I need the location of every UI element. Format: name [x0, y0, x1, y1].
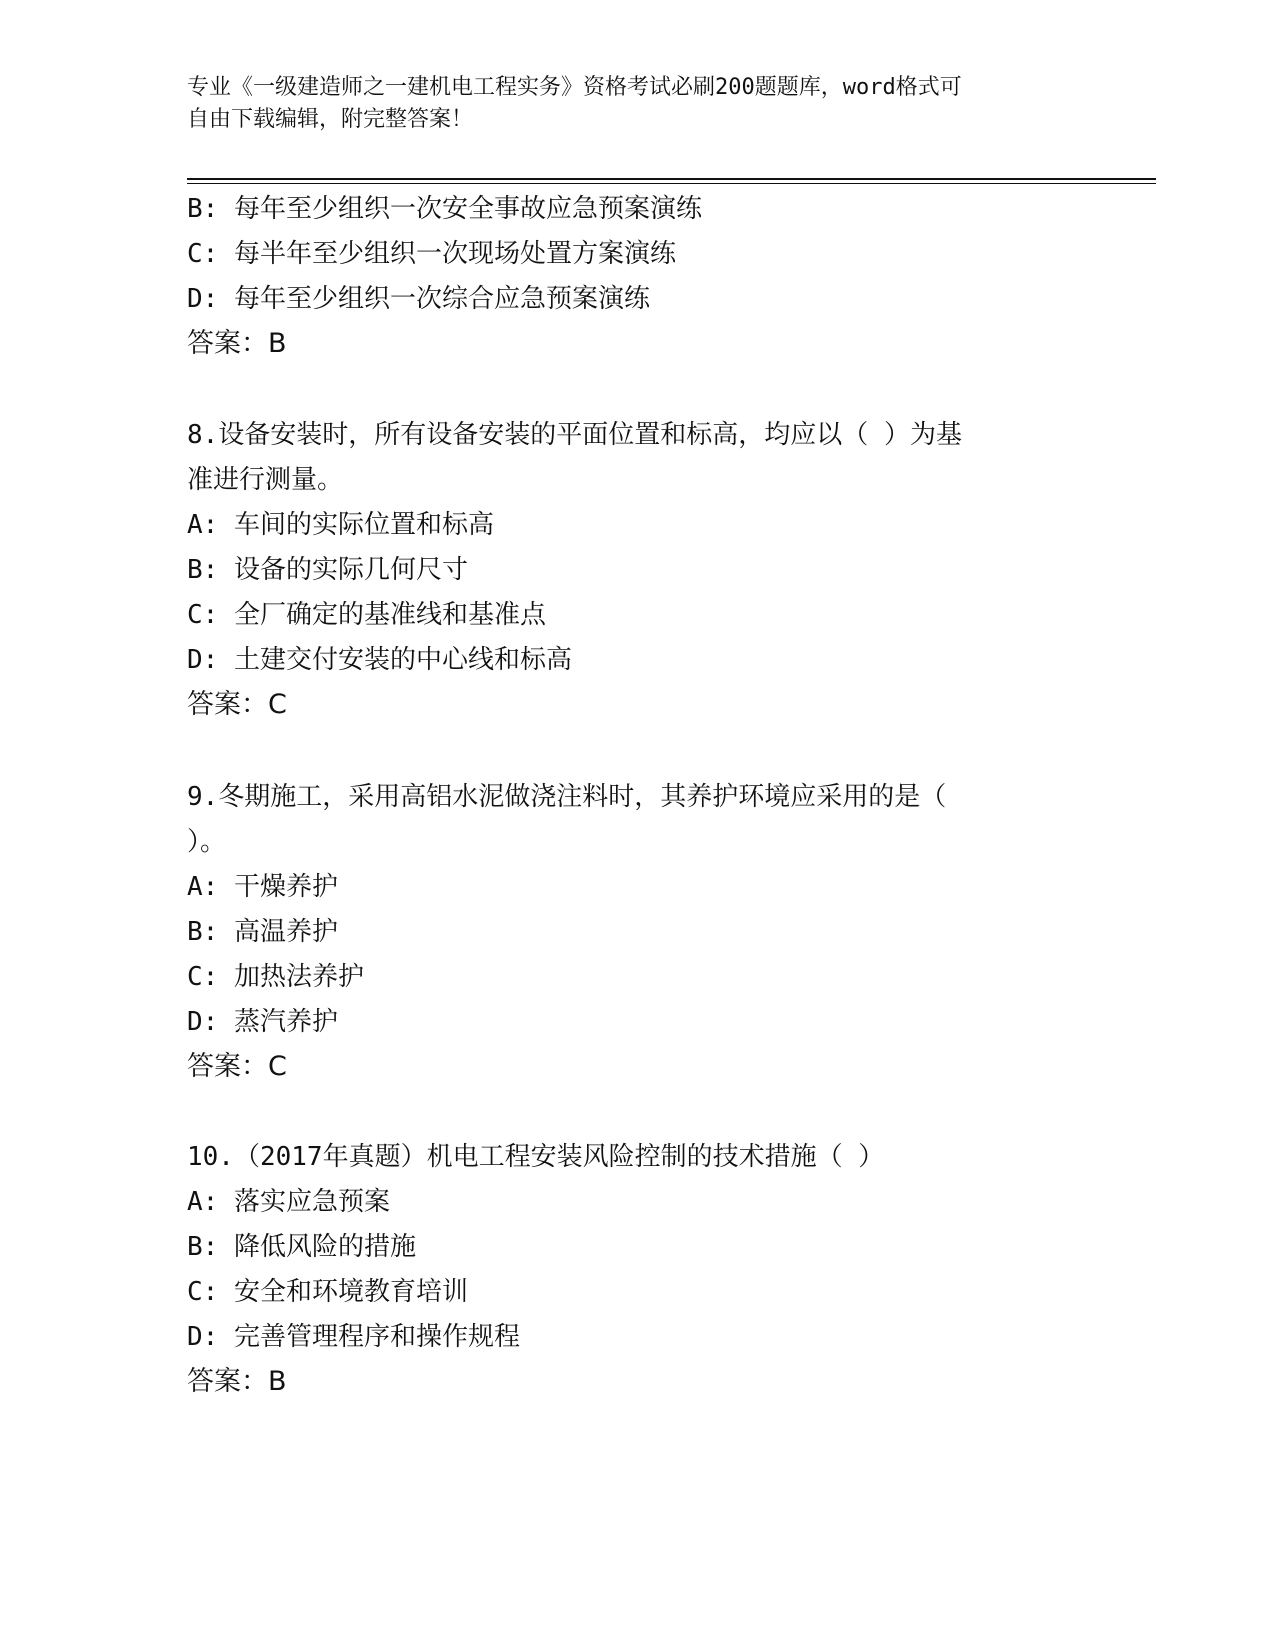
header-title-line-1: 专业《一级建造师之一建机电工程实务》资格考试必刷200题题库，word格式可 [187, 75, 962, 100]
q9-option-d: D: 蒸汽养护 [187, 1007, 338, 1037]
q10-option-c: C: 安全和环境教育培训 [187, 1277, 468, 1307]
header-rule-thick [187, 178, 1156, 180]
q10-option-b: B: 降低风险的措施 [187, 1232, 416, 1262]
q7-answer: 答案：B [187, 328, 287, 359]
q8-option-c: C: 全厂确定的基准线和基准点 [187, 600, 546, 630]
q7-option-c: C: 每半年至少组织一次现场处置方案演练 [187, 239, 676, 269]
q10-option-d: D: 完善管理程序和操作规程 [187, 1322, 520, 1352]
q9-stem-line-2: ）。 [187, 827, 227, 857]
q7-option-d: D: 每年至少组织一次综合应急预案演练 [187, 284, 650, 314]
q8-stem-line-2: 准进行测量。 [187, 465, 344, 495]
header-title-line-2: 自由下载编辑，附完整答案！ [187, 107, 474, 132]
q8-answer: 答案：C [187, 689, 287, 720]
q9-answer: 答案：C [187, 1051, 287, 1082]
q10-answer: 答案：B [187, 1366, 287, 1397]
q7-option-b: B: 每年至少组织一次安全事故应急预案演练 [187, 194, 702, 224]
document-header [187, 72, 1067, 136]
q8-stem-line-1: 8.设备安装时，所有设备安装的平面位置和标高，均应以（ ）为基 [187, 420, 962, 450]
q9-option-a: A: 干燥养护 [187, 872, 338, 902]
q9-option-c: C: 加热法养护 [187, 962, 364, 992]
q10-stem-line-1: 10.（2017年真题）机电工程安装风险控制的技术措施（ ） [187, 1142, 885, 1172]
header-rule-thin [187, 183, 1156, 184]
q8-option-a: A: 车间的实际位置和标高 [187, 510, 494, 540]
q10-option-a: A: 落实应急预案 [187, 1187, 390, 1217]
q9-stem-line-1: 9.冬期施工，采用高铝水泥做浇注料时，其养护环境应采用的是（ [187, 782, 947, 812]
q8-option-b: B: 设备的实际几何尺寸 [187, 555, 468, 585]
q9-option-b: B: 高温养护 [187, 917, 338, 947]
q8-option-d: D: 土建交付安装的中心线和标高 [187, 645, 572, 675]
